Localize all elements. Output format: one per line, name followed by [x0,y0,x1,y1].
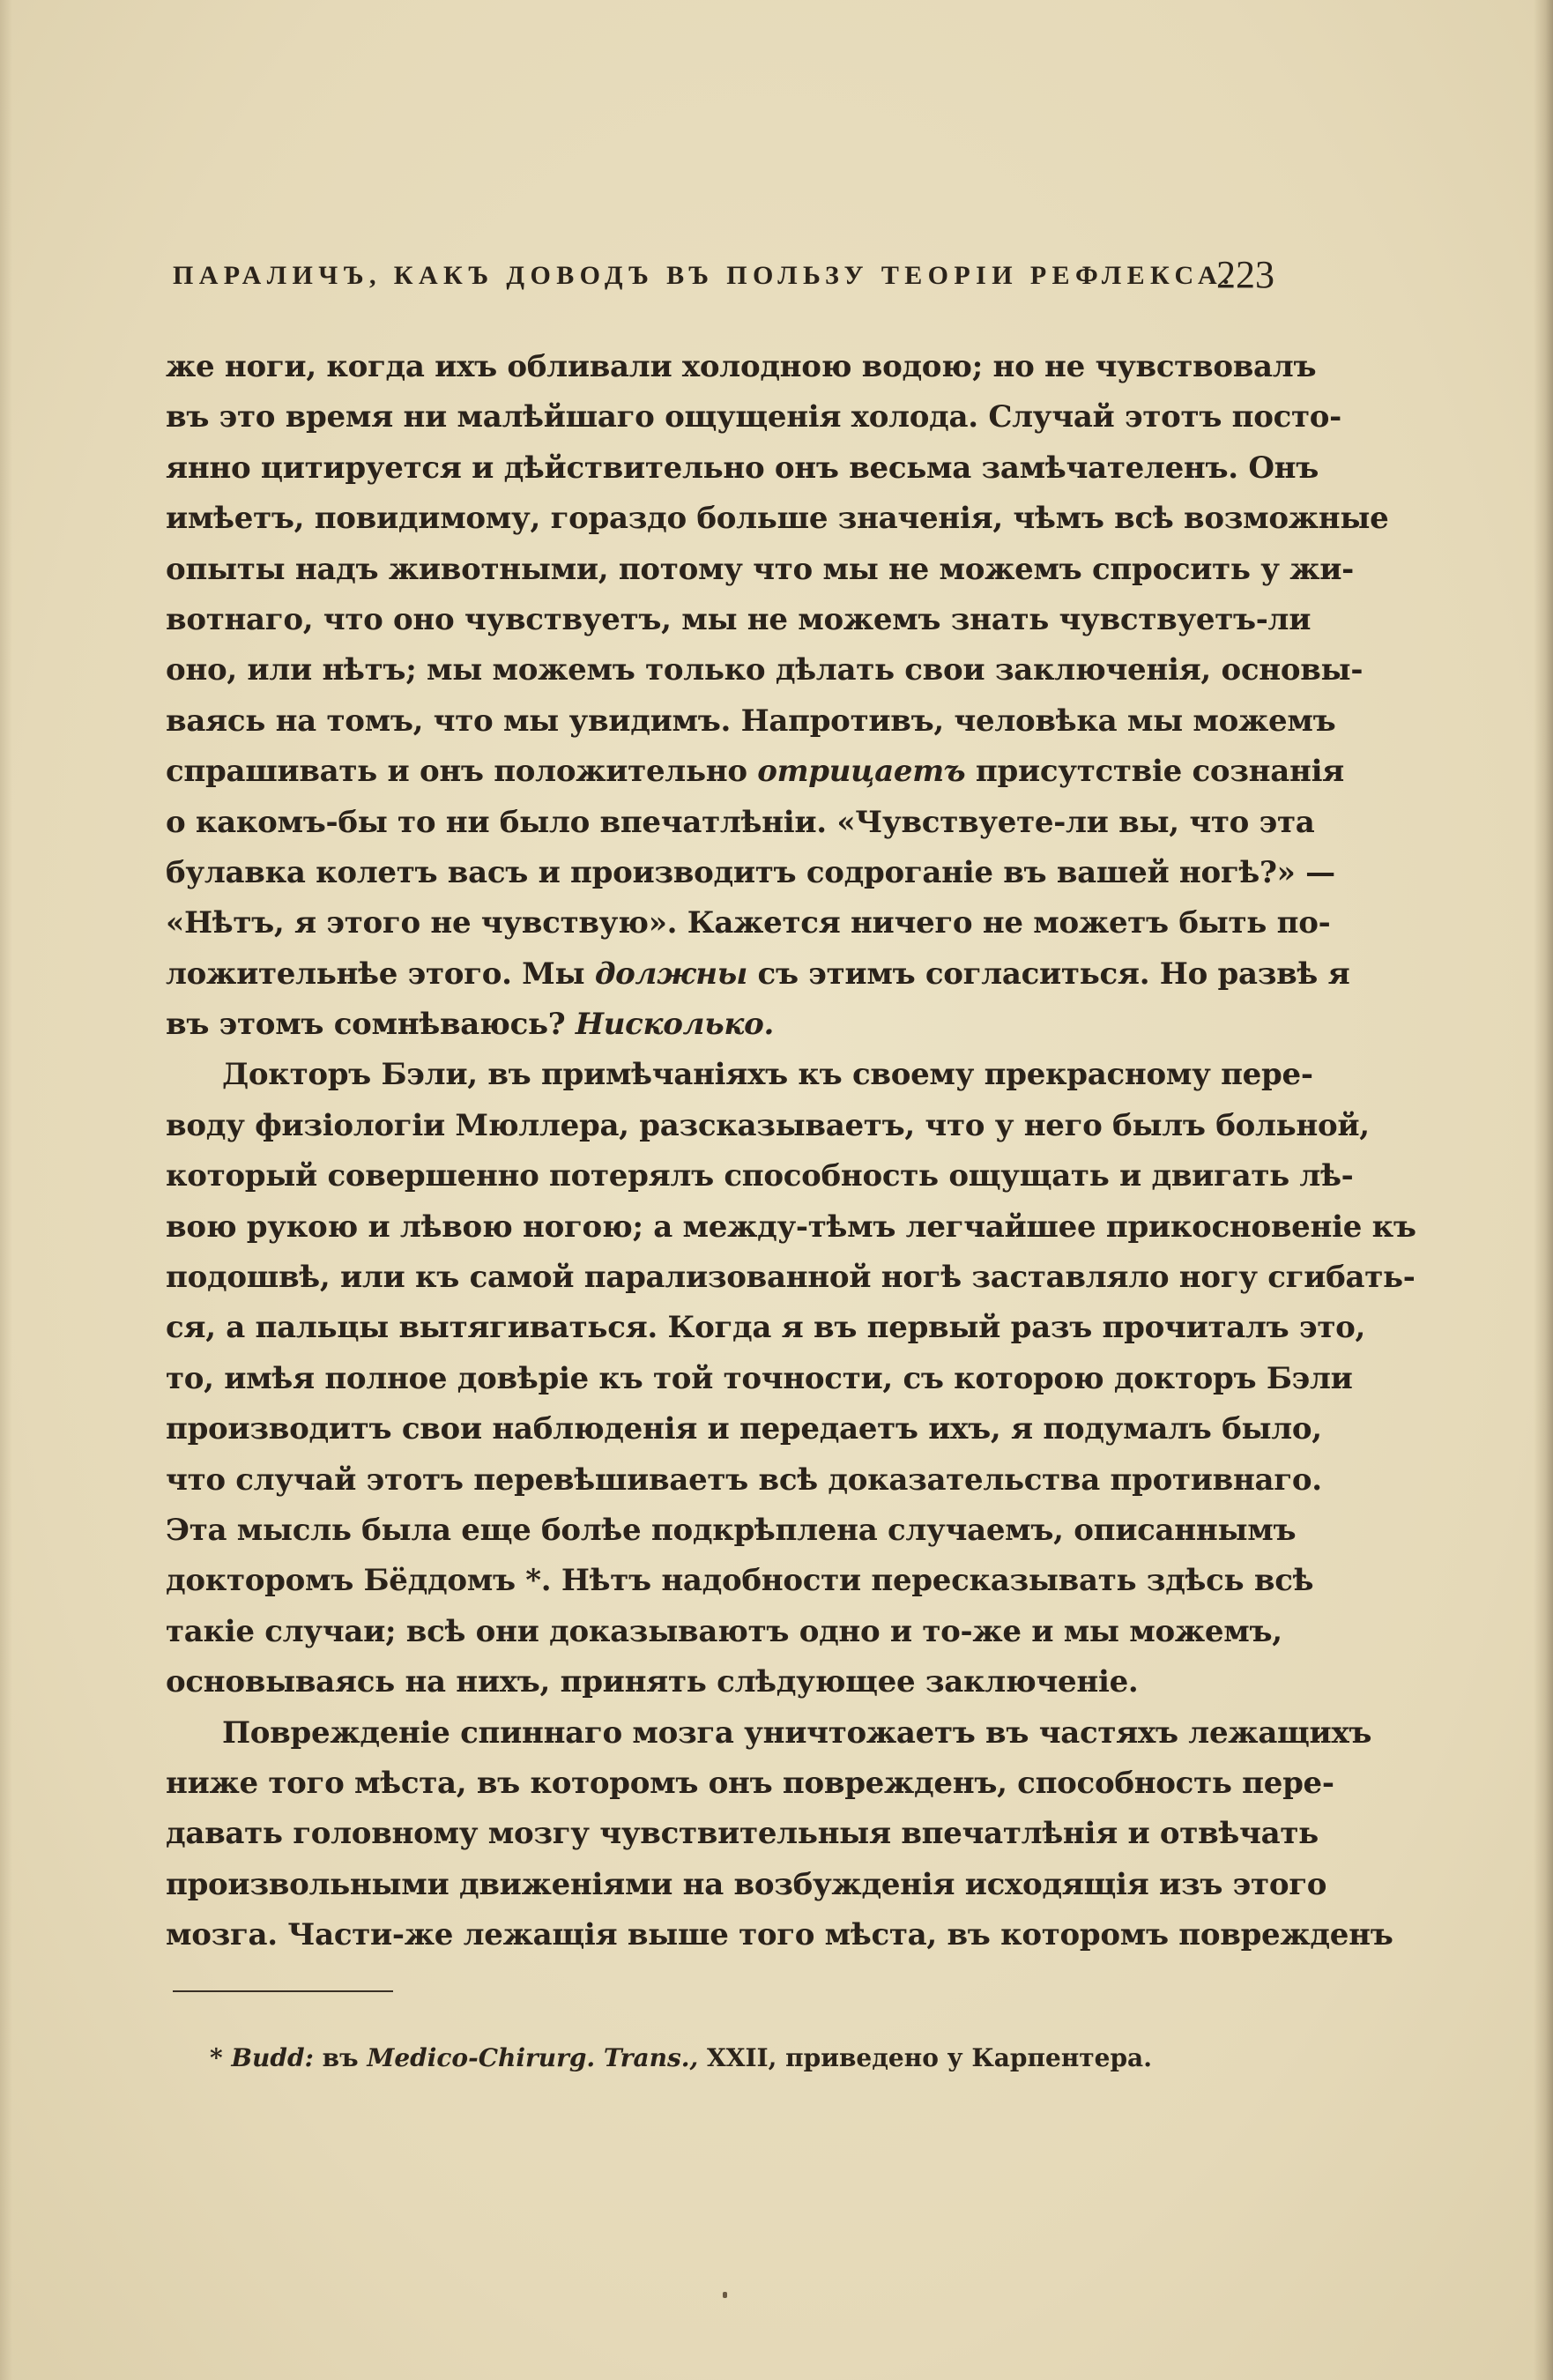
text-line [166,747,1345,797]
line-text: ложительнѣе этого. Мы [166,956,595,992]
line-text: Поврежденіе спиннаго мозга уничтожаетъ въ частяхъ лежащихъ [222,1714,1372,1751]
line-text: производитъ свои наблюденія и передаетъ ихъ, я подумалъ было, [166,1411,1322,1447]
emphasized-word: отрицаетъ [757,754,966,790]
text-line [166,342,1317,392]
line-text: Эта мысль была еще болѣе подкрѣплена случаемъ, описаннымъ [166,1512,1297,1548]
line-text: опыты надъ животными, потому что мы не можемъ спросить у жи- [166,551,1354,587]
footnote-rest: XXII, приведено у Карпентера. [698,2043,1152,2072]
line-text: основываясь на нихъ, принять слѣдующее заключеніе. [166,1664,1139,1700]
footnote-rule [173,1990,393,1992]
text-line [166,1607,1282,1657]
text-line [166,1860,1327,1910]
line-text: ниже того мѣста, въ которомъ онъ поврежденъ, способность пере- [166,1765,1334,1801]
line-text: такіе случаи; всѣ они доказываютъ одно и то-же и мы можемъ, [166,1613,1282,1649]
line-text: оно, или нѣтъ; мы можемъ только дѣлать свои заключенія, основы- [166,652,1364,688]
line-text: то, имѣя полное довѣріе къ той точности, съ которою докторъ Бэли [166,1360,1353,1396]
text-line [166,443,1319,494]
text-line [166,1000,1276,1050]
text-line [166,949,1350,1000]
line-text: присутствіе сознанія [965,754,1345,790]
line-text: спрашивать и онъ положительно [166,754,758,790]
line-text: въ это время ни малѣйшаго ощущенія холода. Случай этотъ посто- [166,399,1341,435]
line-text: который совершенно потерялъ способность ощущать и двигать лѣ- [166,1158,1354,1194]
text-line [166,1050,1313,1100]
footnote-mid: въ [313,2043,368,2072]
text-line [166,494,1389,544]
body-text [166,342,1416,1961]
line-text: произвольными движеніями на возбужденія исходящія изъ этого [166,1866,1327,1902]
text-line [166,696,1336,747]
text-line [166,1708,1372,1759]
line-text: вотнаго, что оно чувствуетъ, мы не можемъ знать чувствуетъ-ли [166,601,1312,637]
text-line [166,1657,1276,1707]
text-line [166,595,1312,645]
text-line [166,1809,1319,1859]
emphasized-word: должны [594,956,747,992]
text-line [166,545,1354,595]
page-left-shadow [0,0,12,2380]
line-text: что случай этотъ перевѣшиваетъ всѣ доказательства противнаго. [166,1461,1322,1498]
line-text: воду физіологіи Мюллера, разсказываетъ, что у него былъ больной, [166,1107,1370,1143]
text-line [166,1506,1297,1556]
line-text: имѣетъ, повидимому, гораздо больше значенія, чѣмъ всѣ возможные [166,501,1389,537]
line-text: подошвѣ, или къ самой парализованной ногѣ заставляло ногу сгибать- [166,1260,1416,1296]
text-line [166,1354,1353,1404]
page-number: 223 [1216,253,1274,296]
footnote [210,2043,1152,2072]
line-text: ваясь на томъ, что мы увидимъ. Напротивъ, человѣка мы можемъ [166,703,1336,739]
text-line [166,898,1331,948]
emphasized-word: Нисколько. [575,1007,774,1043]
text-line [166,1202,1416,1253]
text-line [166,1910,1393,1960]
line-text: же ноги, когда ихъ обливали холодною водою; но не чувствовалъ [166,349,1317,384]
running-header [173,252,1274,301]
line-text: о какомъ-бы то ни было впечатлѣніи. «Чувствуете-ли вы, что эта [166,804,1315,840]
line-text: «Нѣтъ, я этого не чувствую». Кажется ничего не можетъ быть по- [166,905,1331,941]
line-text: булавка колетъ васъ и производитъ содроганіе въ вашей ногѣ?» — [166,854,1335,890]
text-line [166,1303,1366,1353]
line-text: янно цитируется и дѣйствительно онъ весьма замѣчателенъ. Онъ [166,450,1319,486]
line-text: давать головному мозгу чувствительныя впечатлѣнія и отвѣчать [166,1816,1319,1852]
line-text: съ этимъ согласиться. Но развѣ я [747,956,1350,992]
footnote-journal: Medico-Chirurg. Trans., [367,2043,699,2072]
text-line [166,1151,1354,1201]
running-title: ПАРАЛИЧЪ, КАКЪ ДОВОДЪ ВЪ ПОЛЬЗУ ТЕОРІИ РЕФЛЕКСА. [173,261,1235,290]
footnote-mark: * [210,2043,232,2072]
text-line [166,392,1341,443]
line-text: мозга. Части-же лежащія выше того мѣста, въ которомъ поврежденъ [166,1917,1393,1953]
text-line [166,1556,1314,1606]
text-line [166,798,1315,848]
line-text: въ этомъ сомнѣваюсь? [166,1007,576,1043]
text-line [166,1404,1322,1454]
text-line [166,1759,1334,1809]
page-right-shadow [1534,0,1553,2380]
footnote-author: Budd: [231,2043,314,2072]
line-text: ся, а пальцы вытягиваться. Когда я въ первый разъ прочиталъ это, [166,1310,1366,1346]
text-line [166,645,1364,695]
page-speck [723,2292,727,2298]
text-line [166,1253,1416,1303]
text-line [166,1455,1322,1506]
line-text: вою рукою и лѣвою ногою; а между-тѣмъ легчайшее прикосновеніе къ [166,1209,1416,1245]
line-text: Докторъ Бэли, въ примѣчаніяхъ къ своему прекрасному пере- [222,1057,1313,1093]
text-line [166,848,1335,898]
text-line [166,1101,1370,1151]
line-text: докторомъ Бёддомъ *. Нѣтъ надобности пересказывать здѣсь всѣ [166,1563,1314,1599]
